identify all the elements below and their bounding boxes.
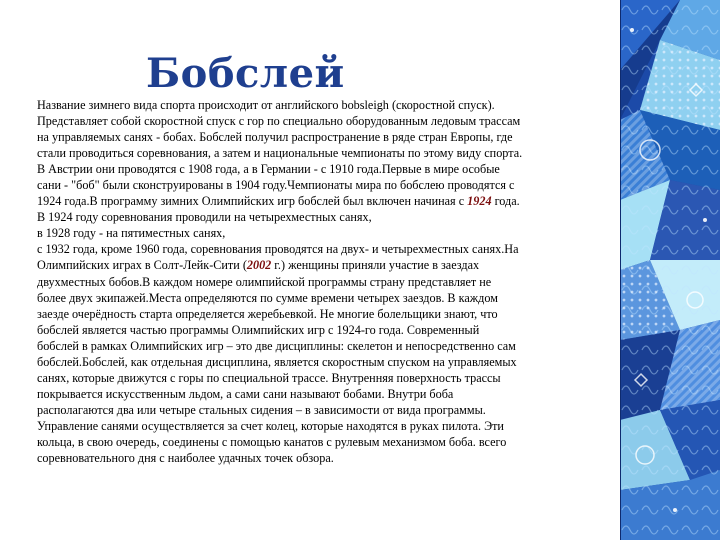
text-line: В 1924 году соревнования проводили на четырехместных санях,	[37, 210, 372, 225]
body-text	[37, 97, 603, 466]
text-line: двухместных бобов.В каждом номере олимпийской программы страну представляет не	[37, 274, 492, 289]
text-line: Название зимнего вида спорта происходит от английского bobsleigh (скоростной спуск).	[37, 98, 495, 112]
text-line: покрывается искусственным льдом, а сами сани называют бобами. Внутри боба	[37, 386, 454, 401]
text-line: соревновательного дня с наиболее удачных точек обзора.	[37, 451, 334, 466]
text-line: Представляет собой скоростной спуск с гор по специально оборудованным ледовым трассам	[37, 114, 521, 129]
highlighted-year: 2002	[246, 258, 272, 273]
text-line: бобслей является частью программы Олимпийских игр с 1924-го года. Современный	[37, 322, 480, 337]
text-line: более двух экипажей.Места определяются по сумме времени четырех заездов. В каждом	[37, 290, 498, 305]
text-segment: г.) женщины приняли участие в заездах	[271, 258, 480, 273]
highlighted-year: 1924	[467, 194, 492, 209]
text-segment: года.	[491, 194, 520, 209]
text-segment: 1924 года.В программу зимних Олимпийских игр бобслей был включен начиная с	[37, 194, 468, 209]
text-line: с 1932 года, кроме 1960 года, соревнования проводятся на двух- и четырехместных санях.На	[37, 242, 519, 257]
text-line: Управление санями осуществляется за счет колец, которые находятся в руках пилота. Эти	[37, 418, 504, 433]
text-line: на управляемых санях - бобах. Бобслей получил распространение в ряде стран Европы, где	[37, 130, 513, 145]
text-line: располагаются два или четыре стальных сидения – в зависимости от вида программы.	[37, 402, 486, 417]
text-line: в 1928 году - на пятиместных санях,	[37, 226, 226, 241]
text-line: санях, которые движутся с горы по специальной трассе. Внутренняя поверхность трассы	[37, 370, 501, 385]
text-line: бобслей.Бобслей, как отдельная дисциплина, является скоростным спуском на управляемых	[37, 354, 517, 369]
text-line	[37, 257, 603, 273]
text-line: бобслей в рамках Олимпийских игр – это две дисциплины: скелетон и непосредственно сам	[37, 338, 516, 353]
decorative-patchwork-strip	[620, 0, 720, 540]
text-line: кольца, в свою очередь, соединены с помощью канатов с рулевым механизмом боба. всего	[37, 434, 507, 449]
text-line: заезде очерёдность старта определяется жеребьевкой. Не многие болельщики знают, что	[37, 306, 498, 321]
text-line: стали проводиться соревнования, а затем и национальные чемпионаты по этому виду спорта.	[37, 146, 523, 161]
text-line	[37, 193, 603, 209]
text-line: сани - "боб" были сконструированы в 1904 году.Чемпионаты мира по бобслею проводятся с	[37, 178, 515, 193]
text-segment: Олимпийских играх в Солт-Лейк-Сити (	[37, 258, 247, 273]
slide-title: Бобслей	[146, 50, 345, 97]
text-line: В Австрии они проводятся с 1908 года, а в Германии - с 1910 года.Первые в мире особые	[37, 162, 500, 177]
